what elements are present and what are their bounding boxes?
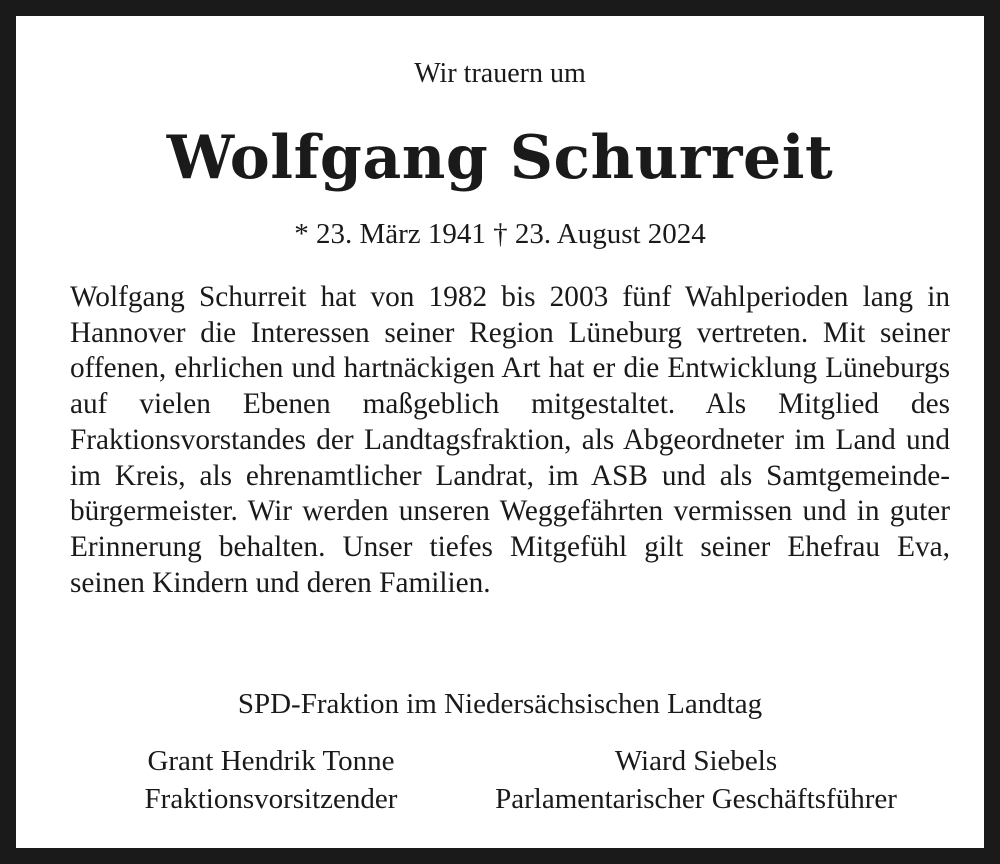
organization-name: SPD-Fraktion im Niedersächsischen Landtag <box>237 688 763 720</box>
tribute-text: Wolfgang Schurreit hat von 1982 bis 2003 fünf Wahlperioden lang in Hannover die Interessen seiner Region Lüneburg vertreten. Mit seiner offenen, ehrlichen und hartnäckigen Art hat er die Entwicklung Lüneburgs auf vielen Ebenen maßgeblich mitgestaltet. Als Mitglied des Fraktionsvorstandes der Landtagsfraktion, als Abgeordneter im Land und im Kreis, als ehrenamtlicher Landrat, im ASB und als Samtgemeinde-bürgermeister. Wir werden unseren Weggefährten vermissen und in guter Erinnerung behalten. Unser tiefes Mitgefühl gilt seiner Ehefrau Eva, seinen Kindern und deren Familien. <box>70 281 950 599</box>
signer-2-role: Parlamentarischer Geschäftsführer <box>495 783 897 815</box>
signer-2-name: Wiard Siebels <box>614 745 778 777</box>
life-dates: * 23. März 1941 † 23. August 2024 <box>294 218 706 250</box>
signer-1-role: Fraktionsvorsitzender <box>144 783 398 815</box>
signer-2 <box>446 742 946 818</box>
signer-1 <box>96 742 446 818</box>
signer-1-name: Grant Hendrik Tonne <box>147 745 395 777</box>
intro-line: Wir trauern um <box>414 58 586 89</box>
deceased-name: Wolfgang Schurreit <box>166 123 834 193</box>
